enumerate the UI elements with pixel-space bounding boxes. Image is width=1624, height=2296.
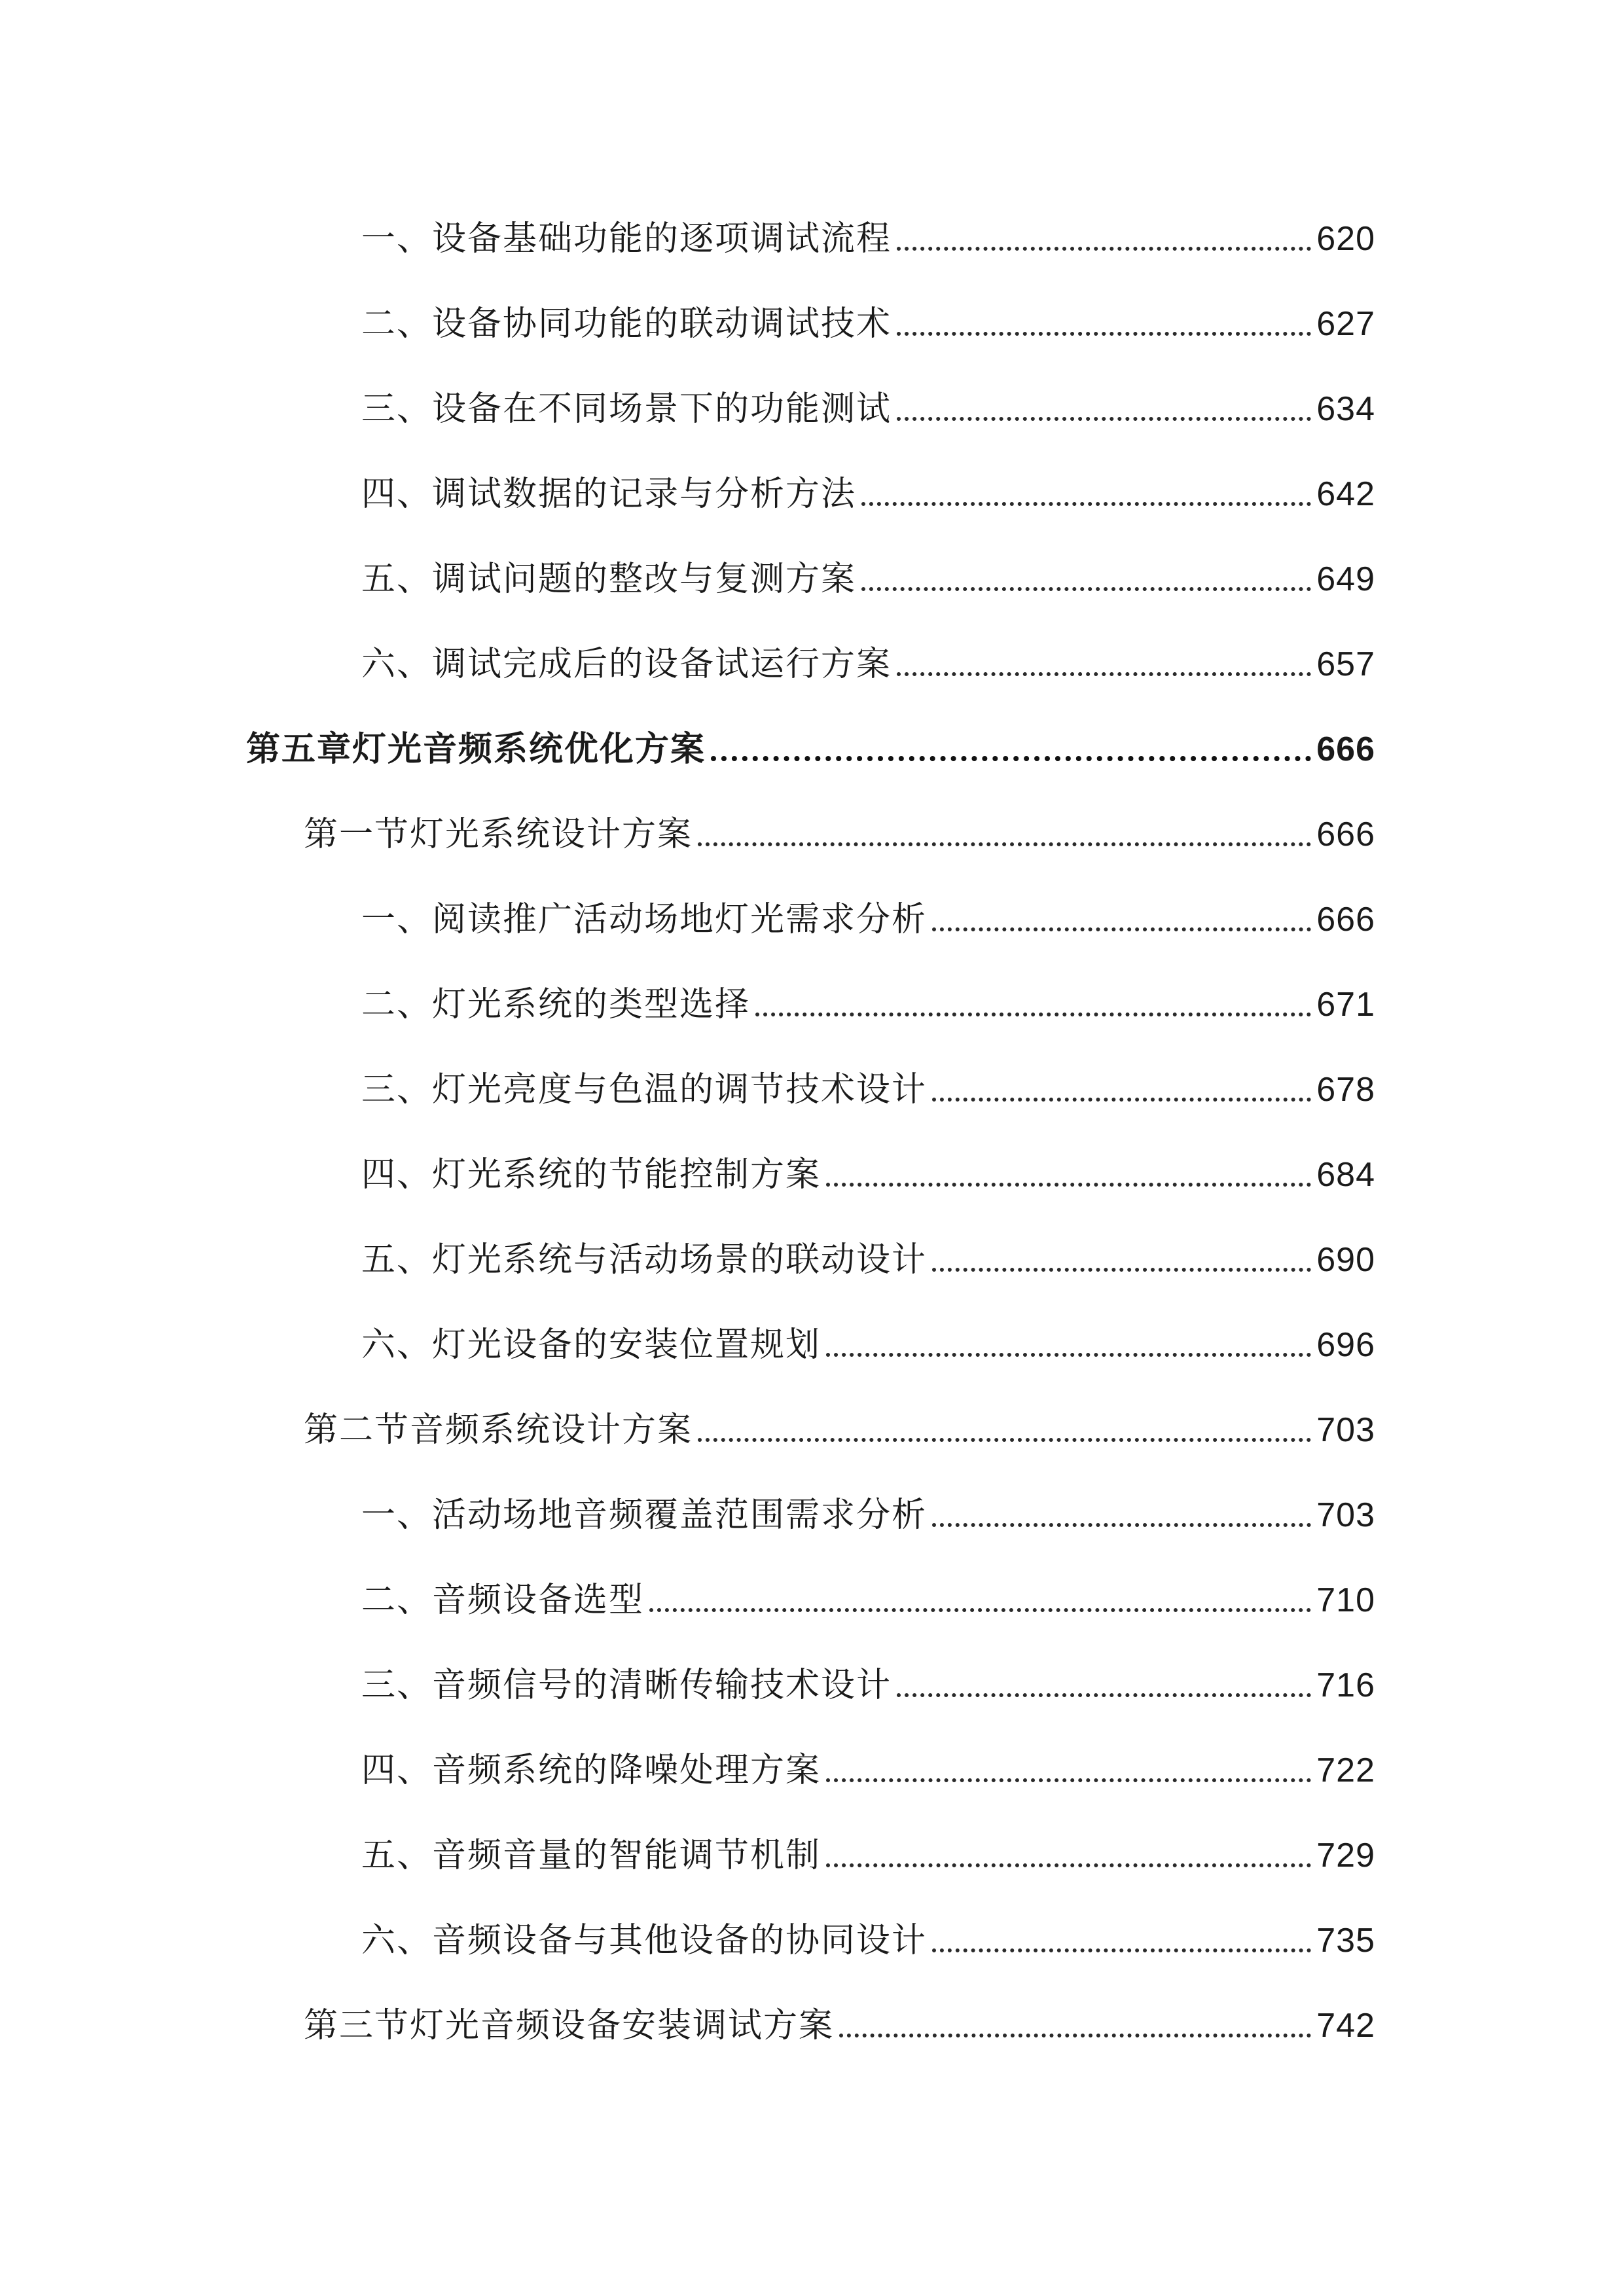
- toc-entry-page: 703: [1316, 1496, 1375, 1534]
- toc-entry-page: 666: [1316, 730, 1375, 768]
- toc-entry-title: 二、音频设备选型: [361, 1581, 645, 1620]
- dot-leader: [897, 672, 1311, 676]
- toc-entry[interactable]: [361, 893, 1375, 946]
- toc-entry[interactable]: [361, 638, 1375, 691]
- toc-entry[interactable]: [361, 298, 1375, 350]
- toc-entry-page: 729: [1316, 1837, 1375, 1874]
- toc-entry-title: 三、音频信号的清晰传输技术设计: [361, 1666, 892, 1705]
- dot-leader: [698, 1438, 1311, 1442]
- toc-entry[interactable]: [361, 1319, 1375, 1371]
- dot-leader: [932, 1268, 1311, 1272]
- dot-leader: [932, 1098, 1311, 1102]
- dot-leader: [826, 1863, 1311, 1867]
- toc-entry[interactable]: [361, 1914, 1375, 1967]
- toc-entry[interactable]: [361, 1064, 1375, 1116]
- toc-entry-title: 一、活动场地音频覆盖范围需求分析: [361, 1496, 928, 1535]
- toc-entry-page: 666: [1316, 816, 1375, 853]
- toc-entry[interactable]: [361, 1744, 1375, 1797]
- dot-leader: [826, 1353, 1311, 1357]
- toc-entry-page: 634: [1316, 390, 1375, 428]
- toc-section-entry[interactable]: [304, 2000, 1375, 2052]
- toc-entry-page: 642: [1316, 475, 1375, 513]
- dot-leader: [711, 756, 1311, 761]
- toc-entry[interactable]: [361, 1234, 1375, 1286]
- toc-entry[interactable]: [361, 978, 1375, 1031]
- toc-entry-page: 671: [1316, 986, 1375, 1024]
- toc-entry-title: 六、音频设备与其他设备的协同设计: [361, 1921, 928, 1960]
- dot-leader: [932, 1523, 1311, 1527]
- toc-entry-page: 678: [1316, 1071, 1375, 1109]
- toc-entry[interactable]: [361, 1829, 1375, 1882]
- toc-entry-title: 三、设备在不同场景下的功能测试: [361, 389, 892, 429]
- toc-entry-title: 第二节音频系统设计方案: [304, 1410, 693, 1450]
- toc-entry-page: 627: [1316, 305, 1375, 343]
- toc-entry-title: 一、阅读推广活动场地灯光需求分析: [361, 900, 928, 939]
- toc-entry-title: 第五章灯光音频系统优化方案: [246, 730, 706, 769]
- toc-entry-title: 五、音频音量的智能调节机制: [361, 1836, 821, 1875]
- toc-entry[interactable]: [361, 1659, 1375, 1712]
- toc-entry-page: 684: [1316, 1156, 1375, 1194]
- toc-entry-page: 742: [1316, 2007, 1375, 2045]
- toc-entry-page: 657: [1316, 645, 1375, 683]
- toc-entry-title: 第一节灯光系统设计方案: [304, 815, 693, 854]
- toc-entry[interactable]: [361, 1574, 1375, 1626]
- toc-section-entry[interactable]: [304, 1404, 1375, 1456]
- toc-entry-title: 第三节灯光音频设备安装调试方案: [304, 2006, 835, 2045]
- toc-entry-title: 五、灯光系统与活动场景的联动设计: [361, 1240, 928, 1280]
- dot-leader: [897, 247, 1311, 251]
- toc-entry-title: 二、灯光系统的类型选择: [361, 985, 751, 1024]
- toc-entry[interactable]: [361, 213, 1375, 265]
- toc-entry-title: 二、设备协同功能的联动调试技术: [361, 304, 892, 344]
- toc-entry-page: 690: [1316, 1241, 1375, 1279]
- dot-leader: [839, 2034, 1311, 2037]
- dot-leader: [897, 417, 1311, 421]
- toc-entry-title: 三、灯光亮度与色温的调节技术设计: [361, 1070, 928, 1109]
- toc-section-entry[interactable]: [304, 808, 1375, 861]
- toc-entry-page: 722: [1316, 1751, 1375, 1789]
- toc-chapter-entry[interactable]: [246, 723, 1375, 776]
- dot-leader: [932, 927, 1311, 931]
- toc-entry-page: 620: [1316, 220, 1375, 258]
- toc-entry-page: 710: [1316, 1581, 1375, 1619]
- toc-entry-title: 四、灯光系统的节能控制方案: [361, 1155, 821, 1194]
- toc-entry-page: 703: [1316, 1411, 1375, 1449]
- toc-entry[interactable]: [361, 553, 1375, 605]
- toc-entry[interactable]: [361, 383, 1375, 435]
- toc-entry-page: 666: [1316, 901, 1375, 939]
- dot-leader: [649, 1608, 1311, 1612]
- dot-leader: [897, 332, 1311, 336]
- dot-leader: [932, 1948, 1311, 1952]
- toc-entry-title: 五、调试问题的整改与复测方案: [361, 560, 857, 599]
- toc-entry[interactable]: [361, 1489, 1375, 1541]
- toc-entry[interactable]: [361, 1149, 1375, 1201]
- toc-entry-title: 四、调试数据的记录与分析方法: [361, 475, 857, 514]
- dot-leader: [861, 502, 1311, 506]
- dot-leader: [861, 587, 1311, 591]
- toc-entry-page: 696: [1316, 1326, 1375, 1364]
- toc-entry-title: 一、设备基础功能的逐项调试流程: [361, 219, 892, 259]
- toc-entry-title: 四、音频系统的降噪处理方案: [361, 1751, 821, 1790]
- dot-leader: [698, 842, 1311, 846]
- toc-entry-page: 716: [1316, 1666, 1375, 1704]
- toc-entry-page: 649: [1316, 560, 1375, 598]
- toc-entry-title: 六、灯光设备的安装位置规划: [361, 1325, 821, 1365]
- dot-leader: [897, 1693, 1311, 1697]
- toc-entry-page: 735: [1316, 1922, 1375, 1960]
- dot-leader: [826, 1183, 1311, 1187]
- dot-leader: [826, 1778, 1311, 1782]
- dot-leader: [755, 1013, 1311, 1016]
- toc-entry-title: 六、调试完成后的设备试运行方案: [361, 645, 892, 684]
- toc-entry[interactable]: [361, 468, 1375, 520]
